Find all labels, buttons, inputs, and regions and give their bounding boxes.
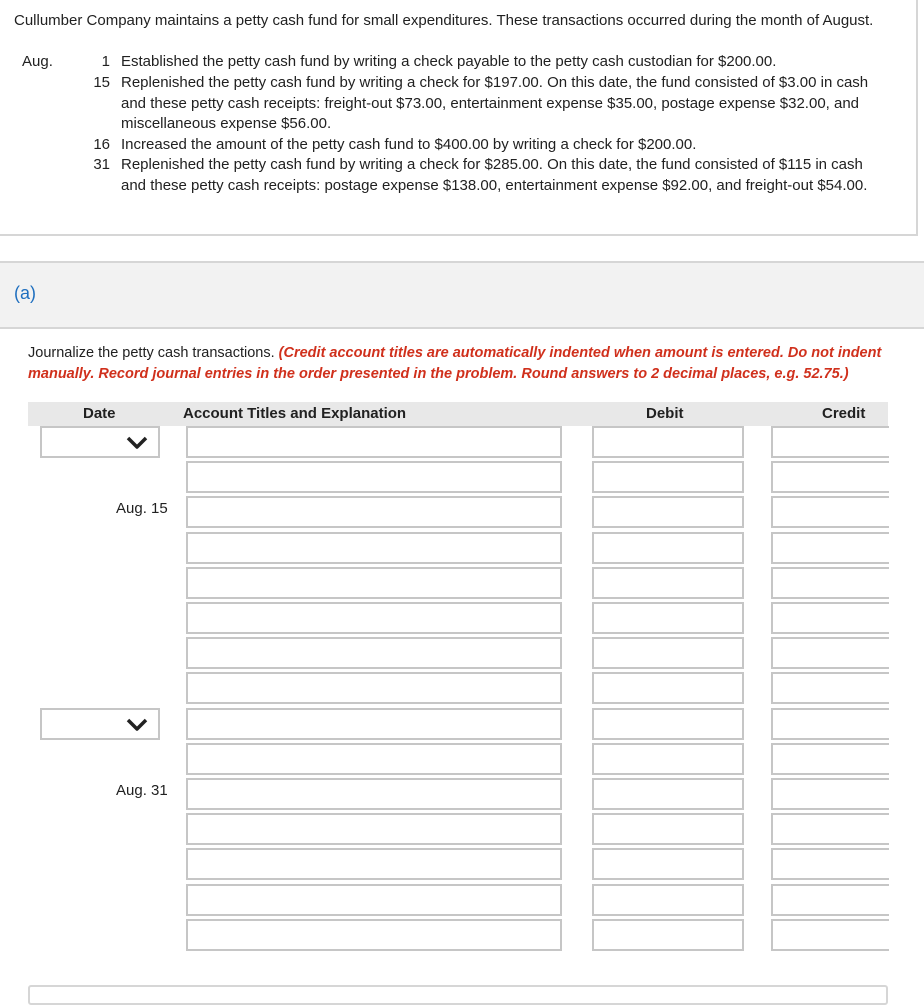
credit-input[interactable] — [771, 919, 889, 951]
instruction-note-continued: manually. Record journal entries in the order presented in the problem. Round answers to 2 decimal places, e.g. 52.75.) — [28, 366, 849, 382]
transaction-month: Aug. — [22, 53, 53, 70]
header-date: Date — [83, 405, 116, 422]
instructions — [28, 343, 888, 385]
description-line: and these petty cash receipts: postage expense $138.00, entertainment expense $92.00, and freight-out $54.00. — [121, 176, 868, 194]
part-label: (a) — [14, 283, 36, 303]
description-line: miscellaneous expense $56.00. — [121, 115, 332, 132]
header-credit: Credit — [822, 405, 866, 422]
part-header — [0, 263, 924, 329]
credit-input[interactable] — [771, 813, 889, 845]
header-account: Account Titles and Explanation — [183, 405, 407, 422]
account-title-input[interactable] — [186, 743, 562, 775]
credit-input[interactable] — [771, 884, 889, 916]
chevron-down-icon — [126, 436, 148, 450]
date-label: Aug. 31 — [116, 782, 168, 799]
credit-input[interactable] — [771, 637, 889, 669]
debit-input[interactable] — [592, 919, 744, 951]
description-line: Replenished the petty cash fund by writing a check for $285.00. On this date, the fund consisted of $115 in cash — [121, 156, 863, 173]
account-title-input[interactable] — [186, 778, 562, 810]
chevron-down-icon — [126, 718, 148, 732]
next-section-card — [28, 985, 888, 1005]
credit-input[interactable] — [771, 496, 889, 528]
account-title-input[interactable] — [186, 496, 562, 528]
debit-input[interactable] — [592, 426, 744, 458]
transaction-day: 16 — [93, 136, 110, 153]
journal-table-header — [28, 402, 888, 426]
description-line: Increased the amount of the petty cash fund to $400.00 by writing a check for $200.00. — [121, 136, 697, 153]
credit-input[interactable] — [771, 672, 889, 704]
debit-input[interactable] — [592, 637, 744, 669]
credit-input[interactable] — [771, 602, 889, 634]
problem-statement — [0, 0, 918, 236]
description-line: Replenished the petty cash fund by writing a check for $197.00. On this date, the fund consisted of $3.00 in cash — [121, 74, 869, 91]
debit-input[interactable] — [592, 461, 744, 493]
debit-input[interactable] — [592, 743, 744, 775]
account-title-input[interactable] — [186, 813, 562, 845]
description-line: Established the petty cash fund by writing a check payable to the petty cash custodian for $200.00. — [121, 53, 777, 70]
account-title-input[interactable] — [186, 708, 562, 740]
debit-input[interactable] — [592, 672, 744, 704]
account-title-input[interactable] — [186, 672, 562, 704]
transaction-day: 31 — [93, 156, 110, 173]
account-title-input[interactable] — [186, 567, 562, 599]
credit-input[interactable] — [771, 708, 889, 740]
debit-input[interactable] — [592, 813, 744, 845]
date-select[interactable] — [40, 708, 160, 740]
transaction-description — [121, 73, 891, 135]
account-title-input[interactable] — [186, 426, 562, 458]
account-title-input[interactable] — [186, 919, 562, 951]
credit-input[interactable] — [771, 532, 889, 564]
header-debit: Debit — [646, 405, 684, 422]
account-title-input[interactable] — [186, 848, 562, 880]
account-title-input[interactable] — [186, 637, 562, 669]
debit-input[interactable] — [592, 778, 744, 810]
transaction-description — [121, 155, 891, 196]
date-select[interactable] — [40, 426, 160, 458]
credit-input[interactable] — [771, 426, 889, 458]
debit-input[interactable] — [592, 602, 744, 634]
debit-input[interactable] — [592, 708, 744, 740]
problem-intro: Cullumber Company maintains a petty cash fund for small expenditures. These transactions occurred during the month of August. — [14, 12, 874, 29]
debit-input[interactable] — [592, 496, 744, 528]
account-title-input[interactable] — [186, 884, 562, 916]
credit-input[interactable] — [771, 848, 889, 880]
date-label: Aug. 15 — [116, 500, 168, 517]
transaction-description — [121, 52, 891, 73]
debit-input[interactable] — [592, 848, 744, 880]
transaction-day: 15 — [93, 74, 110, 91]
debit-input[interactable] — [592, 884, 744, 916]
debit-input[interactable] — [592, 532, 744, 564]
account-title-input[interactable] — [186, 532, 562, 564]
credit-input[interactable] — [771, 461, 889, 493]
description-line: and these petty cash receipts: freight-out $73.00, entertainment expense $35.00, postage expense $32.00, and — [121, 94, 860, 112]
transaction-description — [121, 135, 891, 156]
instruction-text: Journalize the petty cash transactions. — [28, 345, 279, 361]
credit-input[interactable] — [771, 567, 889, 599]
instruction-note: (Credit account titles are automatically indented when amount is entered. Do not indent — [278, 345, 882, 361]
account-title-input[interactable] — [186, 461, 562, 493]
account-title-input[interactable] — [186, 602, 562, 634]
credit-input[interactable] — [771, 743, 889, 775]
debit-input[interactable] — [592, 567, 744, 599]
transaction-day: 1 — [101, 53, 110, 70]
credit-input[interactable] — [771, 778, 889, 810]
